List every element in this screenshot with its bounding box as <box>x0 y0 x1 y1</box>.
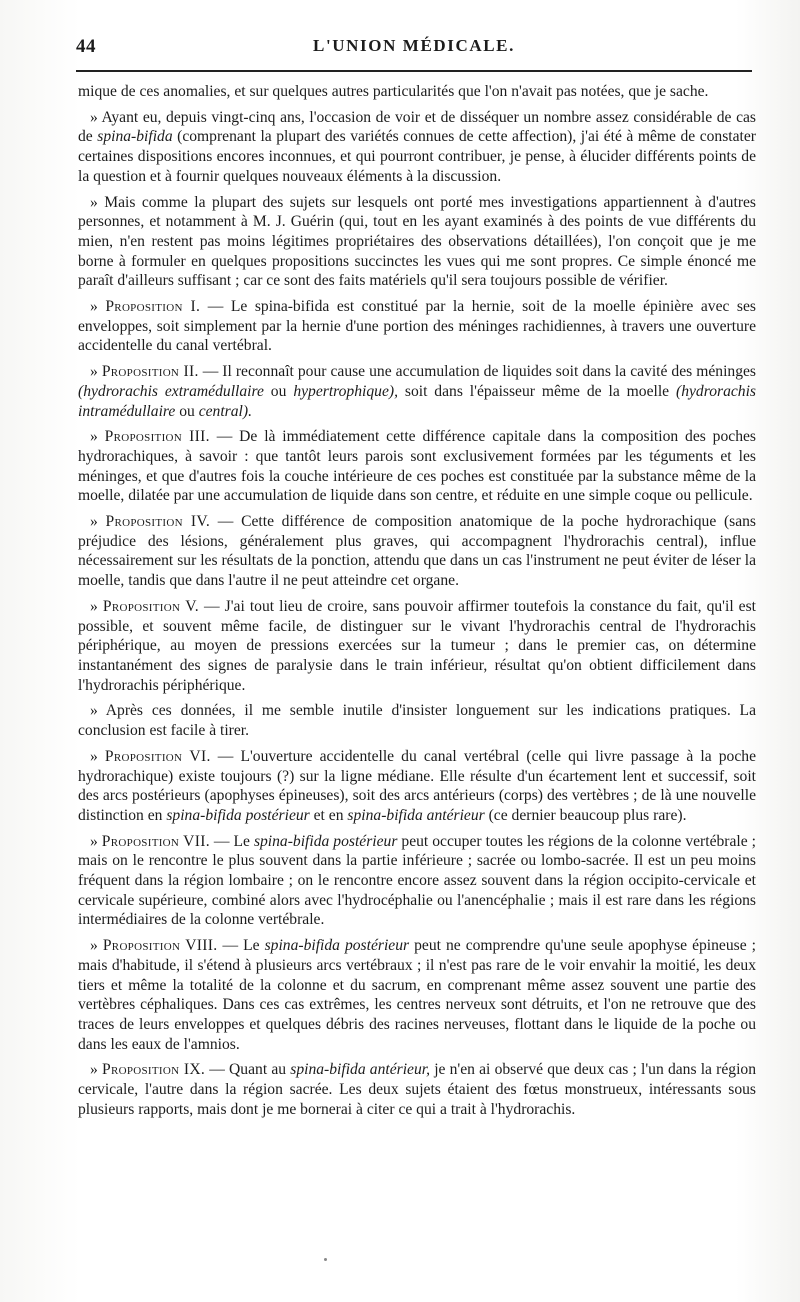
paragraph-p12 <box>78 1060 756 1119</box>
text-run: peut ne comprendre qu'une seule apophyse épineuse ; mais d'habitude, il s'étend à plusieurs arcs vertébraux ; il n'est pas rare de le voir envahir la moitié, les deux tiers et même la totalité de la colonne et du sacrum, en comprenant même assez souvent une partie des vertèbres céphaliques. Dans ces cas extrêmes, les centres nerveux sont détruits, et l'on ne retrouve que des traces de leurs enveloppes et quelques débris des racines nerveuses, flottant dans le liquide de la poche ou dans les eaux de l'amnios. <box>78 937 756 1053</box>
paragraph-p5 <box>78 427 756 506</box>
text-run: — Le <box>209 832 254 850</box>
text-run: » Mais comme la plupart des sujets sur lesquels ont porté mes investigations appartiennent à d'autres personnes, et notamment à M. J. Guérin (qui, tout en les ayant examinés à des points de vue différents du mien, n'en restent pas moins légitimes propriétaires des observations détaillées), l'on conçoit que je me borne à formuler en quelques propositions succinctes les vues qui me sont propres. Ce simple énoncé me paraît d'ailleurs suffisant ; car ce sont des faits matériels qu'il sera toujours possible de vérifier. <box>78 193 756 290</box>
quote-mark: » <box>90 428 105 446</box>
page-header <box>76 30 752 66</box>
text-run: et en <box>309 806 348 824</box>
italic-term: spina-bifida postérieur <box>253 832 398 850</box>
paragraph-p3 <box>78 297 756 356</box>
italic-term: (hydrorachis extramédullaire <box>78 382 264 400</box>
italic-term: spina-bifida postérieur <box>166 806 310 824</box>
text-run: — L'ouverture accidentelle du canal vertébral (celle qui livre passage à la poche hydrorachique) existe toujours (?) sur la ligne médiane. Elle résulte d'un écartement lent et successif, soit des arcs postérieurs (apophyses épineuses), soit des arcs antérieurs (corps) des vertèbres ; de là une nouvelle distinction en <box>78 747 756 824</box>
text-run: soit dans l'épaisseur même de la moelle <box>397 382 676 400</box>
text-run: (ce dernier beaucoup plus rare). <box>484 806 687 824</box>
italic-term: spina-bifida antérieur, <box>290 1061 431 1079</box>
proposition-label: Proposition V. <box>102 597 200 615</box>
proposition-label: Proposition II. <box>101 363 199 381</box>
italic-term: central). <box>198 402 252 420</box>
paragraph-p6 <box>78 512 756 591</box>
text-run: » Ayant eu, depuis vingt-cinq ans, l'occasion de voir et de disséquer un nombre assez considérable de cas de <box>78 108 756 146</box>
proposition-label: Proposition VII. <box>101 832 210 850</box>
paragraph-p8 <box>78 701 756 740</box>
quote-mark: » <box>90 832 102 850</box>
ink-dot <box>324 1258 327 1261</box>
italic-term: spina-bifida postérieur <box>264 937 410 955</box>
quote-mark: » <box>90 363 102 381</box>
proposition-label: Proposition I. <box>105 298 201 316</box>
italic-term: spina-bifida <box>97 128 173 146</box>
paragraph-p9 <box>78 747 756 826</box>
paragraph-p4 <box>78 362 756 421</box>
text-run: ou <box>263 382 294 400</box>
proposition-label: Proposition VI. <box>104 747 211 765</box>
paragraph-p0 <box>78 82 756 102</box>
text-run: — Cette différence de composition anatomique de la poche hydrorachique (sans préjudice des lésions, généralement plus graves, qui accompagnent l'hydrorachis central), influe nécessairement sur les résultats de la ponction, attendu que dans un cas l'instrument ne peut éviter de léser la moelle, tandis que dans l'autre il ne peut atteindre cet organe. <box>78 513 757 590</box>
text-run: peut occuper toutes les régions de la colonne vertébrale ; mais on le rencontre le plus souvent dans la partie inférieure ; sacrée ou lombo-sacrée. Il est un peu moins fréquent dans la région lombaire ; on le rencontre encore assez souvent dans la région occipito-cervicale et cervicale supérieure, combiné alors avec l'hydrocéphalie ou l'anencéphalie ; mais il est rare dans les régions intermédiaires de la colonne vertébrale. <box>78 832 756 929</box>
paragraph-p7 <box>78 597 756 696</box>
paragraph-p10 <box>78 832 756 931</box>
quote-mark: » <box>90 513 106 531</box>
quote-mark: » <box>90 1061 102 1079</box>
quote-mark: » <box>90 298 106 316</box>
text-run: (comprenant la plupart des variétés connues de cette affection), j'ai été à même de constater certaines dispositions encores inconnues, et qui pourront contribuer, je pense, à élucider différents points de la question et à fournir quelques nouveaux éléments à la discussion. <box>78 128 757 185</box>
text-run: ou <box>175 402 199 420</box>
text-run: — Quant au <box>205 1061 291 1079</box>
text-run: — J'ai tout lieu de croire, sans pouvoir affirmer toutefois la constance du fait, qu'il est possible, et souvent même facile, de distinguer sur le vivant l'hydrorachis central de l'hydrorachis périphérique, au moyen de pressions exercées sur la tumeur ; dans le premier cas, on détermine instantanément des signes de paralysie dans le train inférieur, résultat qu'on obtient difficilement dans l'hydrorachis périphérique. <box>78 597 757 694</box>
text-run: — Le <box>217 937 265 955</box>
header-rule <box>76 70 752 72</box>
text-run: — Le spina-bifida est constitué par la hernie, soit de la moelle épinière avec ses enveloppes, soit simplement par la hernie d'une portion des méninges rachidiennes, à travers une ouverture accidentelle du canal vertébral. <box>78 298 756 355</box>
proposition-label: Proposition VIII. <box>102 937 218 955</box>
proposition-label: Proposition III. <box>104 428 210 446</box>
proposition-label: Proposition IV. <box>105 513 211 531</box>
quote-mark: » <box>90 937 103 955</box>
text-run: mique de ces anomalies, et sur quelques autres particularités que l'on n'avait pas notées, que je sache. <box>78 83 709 100</box>
page-number: 44 <box>76 36 96 57</box>
paragraph-p1 <box>78 108 756 187</box>
text-run: » Après ces données, il me semble inutile d'insister longuement sur les indications pratiques. La conclusion est facile à tirer. <box>78 702 756 740</box>
quote-mark: » <box>90 597 103 615</box>
italic-term: hypertrophique), <box>293 382 398 400</box>
italic-term: spina-bifida antérieur <box>347 806 485 824</box>
paragraph-p11 <box>78 936 756 1054</box>
text-run: je n'en ai observé que deux cas ; l'un dans la région cervicale, l'autre dans la région sacrée. Les deux sujets étaient des fœtus monstrueux, intéressants sous plusieurs rapports, mais dont je me bornerai à citer ce qui a trait à l'hydrorachis. <box>78 1061 756 1118</box>
italic-term: (hydrorachis intramédullaire <box>78 382 756 420</box>
proposition-label: Proposition IX. <box>101 1061 206 1079</box>
paragraph-p2 <box>78 193 756 292</box>
body-text <box>78 82 756 1125</box>
text-run: — De là immédiatement cette différence capitale dans la composition des poches hydrorachiques, à savoir : que tantôt leurs parois sont exclusivement formées par les téguments et les méninges, et que d'autres fois la couche intérieure de ces poches est constituée par la substance même de la moelle, dilatée par une accumulation de liquide dans son centre, et réduite en une simple coque ou pellicule. <box>78 428 756 505</box>
quote-mark: » <box>90 747 105 765</box>
running-title: L'UNION MÉDICALE. <box>313 36 515 55</box>
text-run: — Il reconnaît pour cause une accumulation de liquides soit dans la cavité des méninges <box>198 363 756 381</box>
